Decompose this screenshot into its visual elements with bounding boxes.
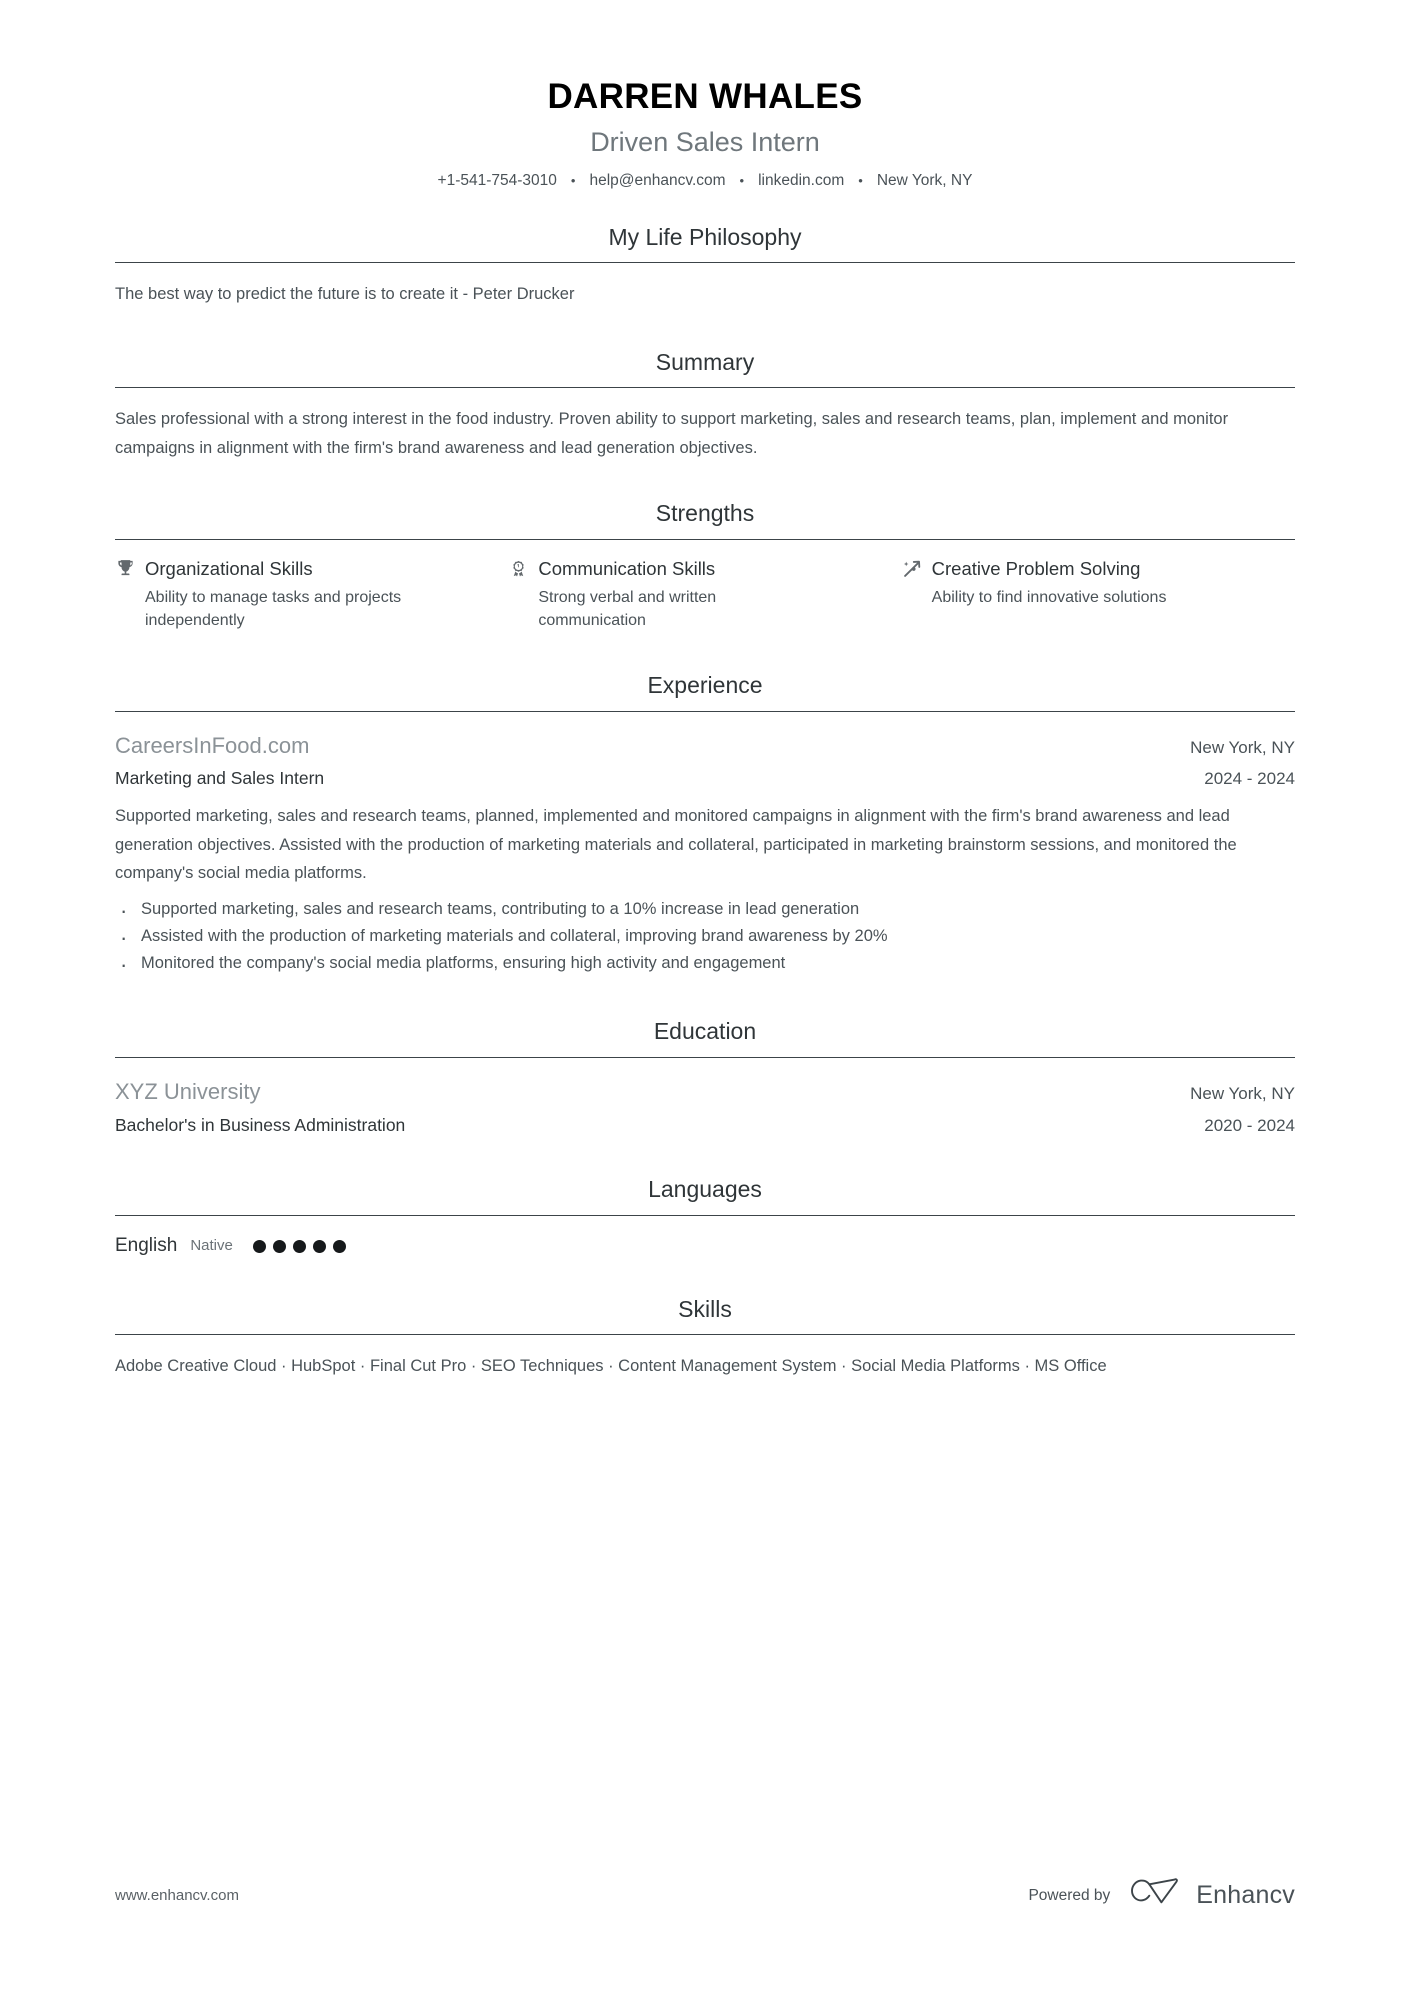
section-title-summary: Summary xyxy=(655,348,755,375)
strength-name: Organizational Skills xyxy=(145,557,313,579)
experience-dates: 2024 - 2024 xyxy=(1204,769,1295,789)
strength-header xyxy=(902,557,1265,580)
skills-body xyxy=(115,1335,1295,1380)
experience-body xyxy=(115,712,1295,977)
section-title-education: Education xyxy=(653,1018,757,1045)
experience-entry xyxy=(115,732,1295,977)
education-dates: 2020 - 2024 xyxy=(1204,1115,1295,1135)
strength-item xyxy=(115,557,508,633)
resume-header xyxy=(115,78,1295,190)
experience-entry-sub xyxy=(115,767,1295,790)
experience-description: Supported marketing, sales and research teams, planned, implemented and monitored campaigns in alignment with the firm's brand awareness and lead generation objectives. Assisted with the production of marketing materials and collateral, participated in marketing brainstorm sessions, and monitored the company's social media platforms. xyxy=(115,807,1237,882)
languages-body xyxy=(115,1216,1295,1258)
contact-linkedin[interactable]: linkedin.com xyxy=(758,171,845,189)
experience-bullet: · Assisted with the production of marketing materials and collateral, improving brand awareness by 20% xyxy=(115,923,1295,950)
language-name: English xyxy=(115,1234,178,1256)
section-title-languages: Languages xyxy=(648,1176,762,1203)
proficiency-dot-filled xyxy=(293,1240,306,1253)
candidate-name: DARREN WHALES xyxy=(547,77,863,116)
contact-line xyxy=(115,172,1295,190)
experience-entry-top xyxy=(115,732,1295,760)
enhancv-brand-name: Enhancv xyxy=(1196,1881,1295,1909)
philosophy-text: The best way to predict the future is to create it - Peter Drucker xyxy=(115,285,575,304)
proficiency-dot-filled xyxy=(253,1240,266,1253)
section-experience xyxy=(115,672,1295,976)
trophy-icon xyxy=(115,557,136,580)
award-medal-icon xyxy=(508,557,529,580)
contact-separator: • xyxy=(570,173,576,189)
summary-text: Sales professional with a strong interest in the food industry. Proven ability to support marketing, sales and research teams, plan, implement and monitor campaigns in alignment with the firm's brand awareness and lead generation objectives. xyxy=(115,410,1229,457)
strength-description: Ability to find innovative solutions xyxy=(931,588,1167,606)
strength-description: Ability to manage tasks and projects independently xyxy=(145,588,402,630)
experience-organization[interactable]: CareersInFood.com xyxy=(115,732,310,758)
section-title-strengths: Strengths xyxy=(655,500,755,527)
strength-header xyxy=(508,557,871,580)
strength-item xyxy=(508,557,901,633)
language-proficiency-dots xyxy=(253,1240,346,1253)
strengths-row xyxy=(115,557,1295,633)
creative-arrow-icon xyxy=(902,557,923,580)
proficiency-dot-filled xyxy=(333,1240,346,1253)
experience-bullet: · Supported marketing, sales and research teams, contributing to a 10% increase in lead generation xyxy=(115,896,1295,923)
powered-by-block xyxy=(1028,1878,1295,1913)
contact-email[interactable]: help@enhancv.com xyxy=(589,171,726,189)
experience-bullets xyxy=(115,896,1295,976)
strength-name: Creative Problem Solving xyxy=(931,557,1141,579)
contact-location: New York, NY xyxy=(876,171,973,189)
powered-by-label: Powered by xyxy=(1028,1886,1111,1904)
proficiency-dot-filled xyxy=(313,1240,326,1253)
experience-bullet: · Monitored the company's social media platforms, ensuring high activity and engagement xyxy=(115,950,1295,977)
education-entry xyxy=(115,1078,1295,1136)
proficiency-dot-filled xyxy=(273,1240,286,1253)
enhancv-brand[interactable] xyxy=(1128,1878,1295,1913)
education-entry-top xyxy=(115,1078,1295,1106)
strength-name: Communication Skills xyxy=(538,557,716,579)
contact-separator: • xyxy=(739,173,745,189)
section-strengths xyxy=(115,500,1295,632)
skills-list: Adobe Creative Cloud · HubSpot · Final Cut Pro · SEO Techniques · Content Management System · Social Media Platforms · MS Office xyxy=(115,1357,1107,1376)
experience-role: Marketing and Sales Intern xyxy=(115,768,325,789)
strength-item xyxy=(902,557,1295,633)
language-level: Native xyxy=(190,1237,233,1255)
strengths-body xyxy=(115,540,1295,633)
summary-body xyxy=(115,388,1295,462)
contact-phone[interactable]: +1-541-754-3010 xyxy=(437,171,557,189)
section-title-skills: Skills xyxy=(678,1295,732,1322)
education-body xyxy=(115,1058,1295,1136)
philosophy-body xyxy=(115,263,1295,308)
section-languages xyxy=(115,1176,1295,1257)
experience-location: New York, NY xyxy=(1190,737,1295,757)
section-title-philosophy: My Life Philosophy xyxy=(608,223,802,250)
language-item xyxy=(115,1235,1295,1258)
section-title-experience: Experience xyxy=(647,672,763,699)
section-summary xyxy=(115,349,1295,462)
candidate-job-title: Driven Sales Intern xyxy=(590,126,820,157)
section-skills xyxy=(115,1296,1295,1381)
section-philosophy xyxy=(115,224,1295,309)
section-education xyxy=(115,1018,1295,1136)
strength-description: Strong verbal and written communication xyxy=(538,588,717,630)
education-entry-sub xyxy=(115,1114,1295,1137)
education-organization: XYZ University xyxy=(115,1079,261,1105)
education-degree: Bachelor's in Business Administration xyxy=(115,1114,406,1135)
enhancv-infinity-logo-icon xyxy=(1128,1878,1184,1913)
education-location: New York, NY xyxy=(1190,1084,1295,1104)
footer-url[interactable]: www.enhancv.com xyxy=(115,1887,239,1904)
resume-footer xyxy=(115,1878,1295,1913)
contact-separator: • xyxy=(858,173,863,189)
strength-header xyxy=(115,557,478,580)
